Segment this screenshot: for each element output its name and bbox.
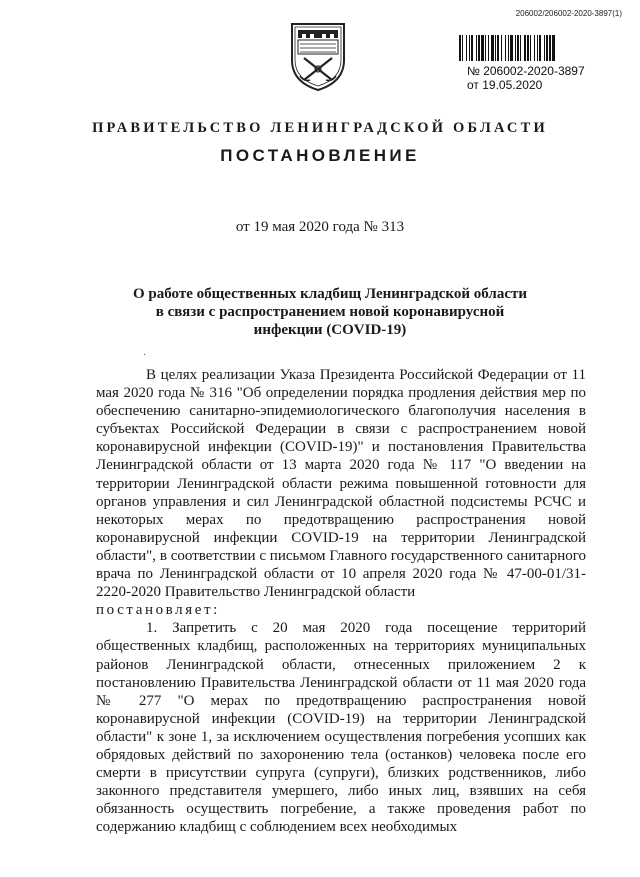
decree-body [96,366,586,836]
title-line: инфекции (COVID-19) [253,322,407,338]
issuing-authority: ПРАВИТЕЛЬСТВО ЛЕНИНГРАДСКОЙ ОБЛАСТИ [92,120,548,136]
barcode [459,35,619,61]
title-line: О работе общественных кладбищ Ленинградской области [133,286,527,302]
registration-block [467,64,585,92]
decree-date-number: от 19 мая 2020 года № 313 [235,219,405,235]
decree-title [110,285,550,339]
registration-date: от 19.05.2020 [467,78,543,92]
stray-mark: · [143,350,147,361]
document-reference-code: 206002/206002-2020-3897(1) [515,9,622,18]
registration-number: № 206002-2020-3897 [467,64,585,78]
preamble-paragraph: В целях реализации Указа Президента Российской Федерации от 11 мая 2020 года № 316 "Об определении порядка продления действия мер по обеспечению санитарно-эпидемиологического благополучия населения в субъектах Российской Федерации в связи с распространением новой коронавирусной инфекции (COVID-19)" и постановления Правительства Ленинградской области от 13 марта 2020 года № 117 "О введении на территории Ленинградской области режима повышенной готовности для органов управления и сил Ленинградской областной подсистемы РСЧС и некоторых мерах по предотвращению распространения новой коронавирусной инфекции COVID-19 на территории Ленинградской области", в соответствии с письмом Главного государственного санитарного врача по Ленинградской области от 10 апреля 2020 года № 47-00-01/31-2220-2020 Правительство Ленинградской области [96,367,586,601]
resolves-word: постановляет: [96,602,220,619]
title-line: в связи с распространением новой коронавирусной [155,304,505,320]
item-1-paragraph: 1. Запретить с 20 мая 2020 года посещение территорий общественных кладбищ, расположенных на территориях муниципальных районов Ленинградской области, отнесенных приложением 2 к постановлению Правительства Ленинградской области от 11 мая 2020 года № 277 "О мерах по предотвращению распространения новой коронавирусной инфекции (COVID-19) на территории Ленинградской области" к зоне 1, за исключением осуществления погребения усопших как обрядовых действий по захоронению тела (останков) человека после его смерти в присутствии супруга (супруги), близких родственников, либо законного представителя умершего, либо иных лиц, взявших на себя обязанность осуществить погребение, а также проведения работ по содержанию кладбищ с соблюдением всех необходимых [96,620,586,836]
document-type: ПОСТАНОВЛЕНИЕ [220,146,420,165]
coat-of-arms-emblem [286,20,350,92]
